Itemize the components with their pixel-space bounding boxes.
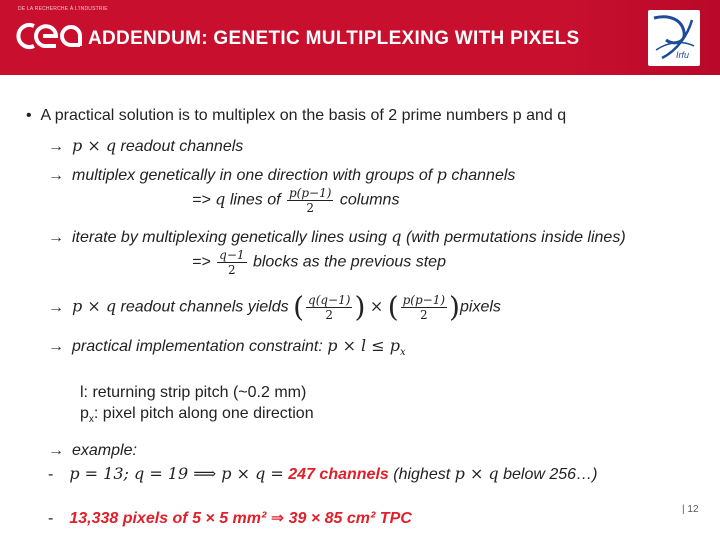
arrow-icon: → <box>48 442 64 459</box>
fraction: $\frac{q(q-1)}{2}$ <box>308 293 351 322</box>
arrow-icon: → <box>48 298 64 316</box>
note-pixel-pitch: $p_x$: pixel pitch along one direction <box>80 405 314 426</box>
bullet-dot-icon: • <box>26 107 41 124</box>
arrow-icon: → <box>48 229 64 246</box>
line-constraint: → practical implementation constraint: $p \times l \le p_x$ <box>48 336 406 359</box>
line-blocks: => $\frac{q-1}{2}$ blocks as the previous step <box>192 248 446 277</box>
line-iterate: → iterate by multiplexing genetically lines using q (with permutations inside lines) <box>48 227 626 246</box>
intro-bullet: • A practical solution is to multiplex on the basis of 2 prime numbers p and q <box>26 107 567 124</box>
line-multiplex-direction: → multiplex genetically in one direction with groups of p channels <box>48 165 516 184</box>
note-strip-pitch: l: returning strip pitch (~0.2 mm) <box>80 384 307 401</box>
irfu-logo-label: Irfu <box>676 50 690 60</box>
page-number: | 12 <box>682 504 699 515</box>
arrow-icon: → <box>48 138 64 155</box>
page-title: ADDENDUM: GENETIC MULTIPLEXING WITH PIXELS <box>88 28 580 49</box>
line-yields-pixels: → p × q readout channels yields ( $\frac{q(q-1)}{2}$ ) × ( $\frac{p(p-1)}{2}$ )pixels <box>48 290 501 324</box>
arrow-icon: → <box>48 167 64 184</box>
logo-subtitle: DE LA RECHERCHE À L'INDUSTRIE <box>18 6 108 12</box>
arrow-icon: → <box>48 338 64 355</box>
line-example-pixels: - 13,338 pixels of 5 × 5 mm² ⇒ 39 × 85 cm² TPC <box>48 510 412 527</box>
line-example: → example: <box>48 442 137 459</box>
fraction: $\frac{q-1}{2}$ <box>219 248 245 277</box>
fraction: $\frac{p(p-1)}{2}$ <box>289 186 332 215</box>
line-lines-of-columns: => q lines of $\frac{p(p-1)}{2}$ columns <box>192 186 400 215</box>
line-readout-channels: → p × q readout channels <box>48 136 244 155</box>
line-example-channels: - p = 13; q = 19 ⟹ p × q = 247 channels (highest p × q below 256…) <box>48 464 598 483</box>
fraction: $\frac{p(p-1)}{2}$ <box>402 293 446 322</box>
